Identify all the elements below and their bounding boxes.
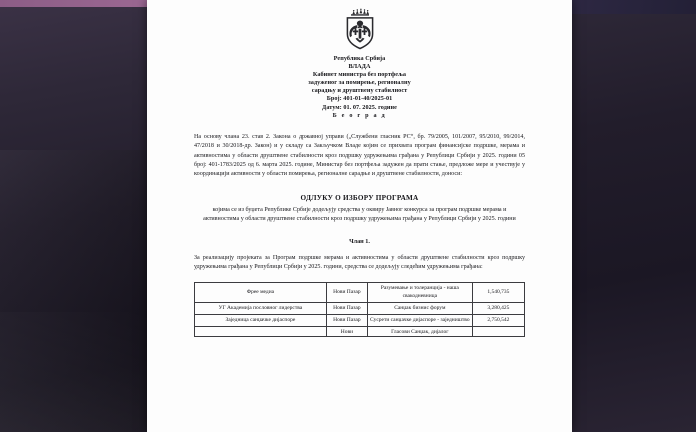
table-cell-city: Нови Пазар bbox=[326, 283, 367, 302]
table-cell-project: Разумевање и толеранција - наша свакодневница bbox=[367, 283, 472, 302]
table-cell-organization bbox=[195, 327, 327, 337]
letterhead-document-number: Број: 401-01-40/2025-01 bbox=[326, 95, 393, 103]
document-content bbox=[147, 0, 572, 432]
table-cell-organization: Заједница санџачке дијаспоре bbox=[195, 315, 327, 327]
table-cell-amount: 1,540,735 bbox=[472, 283, 524, 302]
table-cell-amount: 2,750,542 bbox=[472, 315, 524, 327]
table-cell-city: Нови Пазар bbox=[326, 302, 367, 314]
serbian-coat-of-arms-icon bbox=[337, 8, 383, 53]
table-cell-city: Нови Пазар bbox=[326, 315, 367, 327]
decision-title: ОДЛУКУ О ИЗБОРУ ПРОГРАМА bbox=[300, 193, 419, 202]
table-cell-project: Гласови Санџак, дијалог bbox=[367, 327, 472, 337]
table-cell-project: Сусрети санџачке дијаспоре - заједништво bbox=[367, 315, 472, 327]
letterhead-line-republic: Република Србија bbox=[333, 55, 386, 62]
article-heading: Члан 1. bbox=[349, 237, 370, 245]
preamble-paragraph: На основу члана 23. став 2. Закона о државној управи („Службени гласник РС“, бр. 79/2005, 101/2007, 95/2010, 99/2014, 47/2018 и 30/2018-др. Закон) и у складу са Закључком Владе којим се прихвата програм финансијске подршке, мерама и активностима у области друштвене стабилности кроз подршку удружењима грађана у Републици Србији у 2025. години 05 број: 401-1783/2025 од 6. марта 2025. године, Министар без портфеља задужен да прати стање, предложе мере и учествује у координацији активности у области помирења, регионалне сарадње и друштвене стабилности, доноси: bbox=[194, 133, 525, 178]
letterhead-line-cabinet-3: сарадњу и друштвену стабилност bbox=[311, 87, 408, 95]
letterhead-date: Датум: 01. 07. 2025. године bbox=[322, 103, 397, 111]
letterhead-line-cabinet-1: Кабинет министра без портфеља bbox=[312, 71, 407, 79]
table-cell-amount bbox=[472, 327, 524, 337]
table-cell-organization: Фрее медиа bbox=[195, 283, 327, 302]
letterhead-line-government: ВЛАДА bbox=[348, 63, 371, 71]
letterhead bbox=[194, 55, 525, 120]
table-cell-organization: УГ Академија пословног лидерства bbox=[195, 302, 327, 314]
table-row bbox=[195, 302, 525, 314]
allocations-table bbox=[194, 282, 525, 337]
article-paragraph: За реализацију пројеката за Програм подршке мерама и активностима у области друштвене стабилности кроз подршку удружењима грађана у Републици Србији у 2025. години, средства се додељују следећим удружењима грађана: bbox=[194, 254, 525, 270]
table-cell-amount: 3,280,425 bbox=[472, 302, 524, 314]
letterhead-line-cabinet-2: задуженог за помирење, регионалну bbox=[308, 79, 411, 87]
table-cell-project: Санџак бизнис форум bbox=[367, 302, 472, 314]
document-page bbox=[147, 0, 572, 432]
letterhead-city: Б е о г р а д bbox=[332, 111, 387, 119]
decision-subtitle: којима се из буџета Републике Србије додељују средства у оквиру Јавног конкурса за програм подршке мерама и активностима у области друштвене стабилности кроз подршку удружењима грађана у Републици Србији у 2025. години bbox=[203, 206, 516, 223]
allocations-table-wrapper bbox=[194, 282, 525, 337]
table-row bbox=[195, 283, 525, 302]
background-shadow-bottom bbox=[0, 312, 150, 432]
table-row bbox=[195, 315, 525, 327]
table-row bbox=[195, 327, 525, 337]
table-cell-city: Нови bbox=[326, 327, 367, 337]
